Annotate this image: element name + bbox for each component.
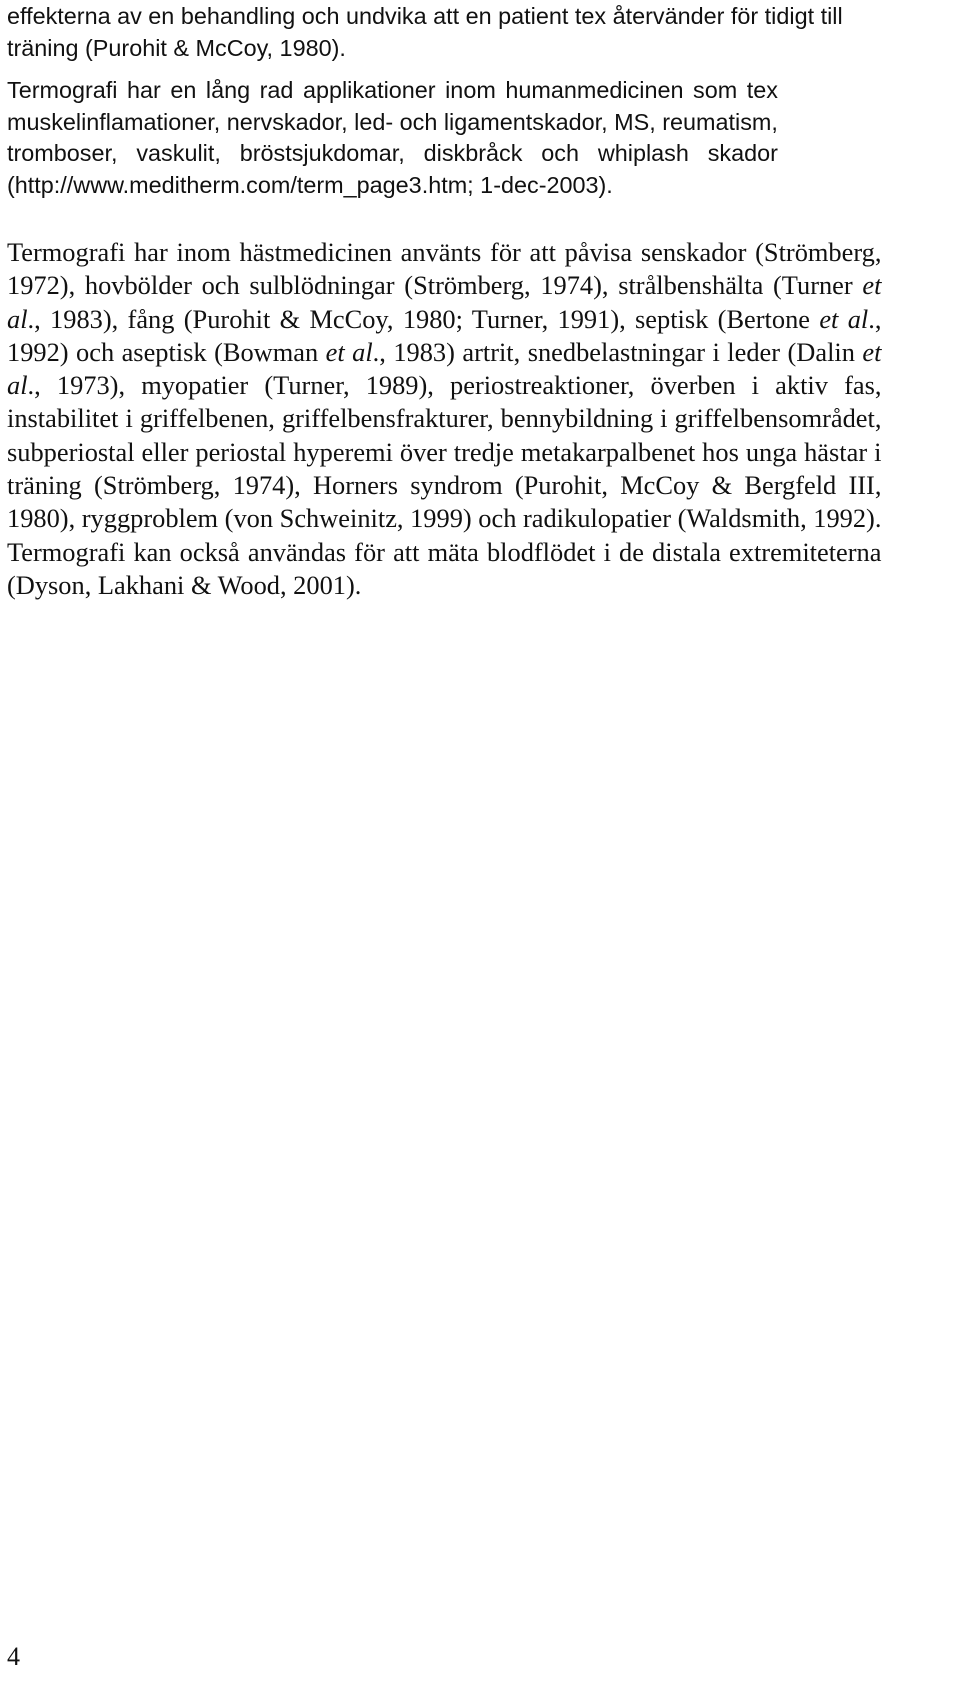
text-line: al., 1983), fång (Purohit & McCoy, 1980; Turner, 1991), septisk (Bertone et al., (7, 303, 882, 334)
text-line: al., 1973), myopatier (Turner, 1989), periostreaktioner, överben i aktiv fas, (7, 370, 882, 401)
page-number: 4 (7, 1642, 20, 1671)
paragraph-continuation (7, 1, 843, 64)
text-line: Termografi har inom hästmedicinen använts för att påvisa senskador (Strömberg, (7, 237, 882, 267)
text-line: Termografi kan också användas för att mäta blodflödet i de distala extremiteterna (7, 536, 882, 567)
text-line: instabilitet i griffelbenen, griffelbensfrakturer, bennybildning i griffelbensområdet, (7, 403, 882, 434)
paragraph-human-medicine (7, 75, 778, 201)
text-line: effekterna av en behandling och undvika att en patient tex återvänder för tidigt till (7, 3, 843, 29)
text-line: 1980), ryggproblem (von Schweinitz, 1999) och radikulopatier (Waldsmith, 1992). (7, 503, 882, 534)
text-line: tromboser, vaskulit, bröstsjukdomar, diskbråck och whiplash skador (7, 140, 778, 166)
paragraph-horse-medicine (7, 236, 881, 602)
text-line: Termografi har en lång rad applikationer inom humanmedicinen som tex (7, 77, 778, 103)
text-line: (Dyson, Lakhani & Wood, 2001). (7, 569, 362, 600)
text-line: subperiostal eller periostal hyperemi över tredje metakarpalbenet hos unga hästar i (7, 436, 882, 467)
text-line: muskelinflamationer, nervskador, led- och ligamentskador, MS, reumatism, (7, 108, 778, 135)
text-line: 1972), hovbölder och sulblödningar (Strömberg, 1974), strålbenshälta (Turner et (7, 270, 882, 301)
text-line: träning (Purohit & McCoy, 1980). (7, 34, 346, 61)
text-line: 1992) och aseptisk (Bowman et al., 1983) artrit, snedbelastningar i leder (Dalin et (7, 336, 882, 367)
text-line: (http://www.meditherm.com/term_page3.htm; 1-dec-2003). (7, 171, 613, 198)
text-line: träning (Strömberg, 1974), Horners syndrom (Purohit, McCoy & Bergfeld III, (7, 470, 882, 501)
